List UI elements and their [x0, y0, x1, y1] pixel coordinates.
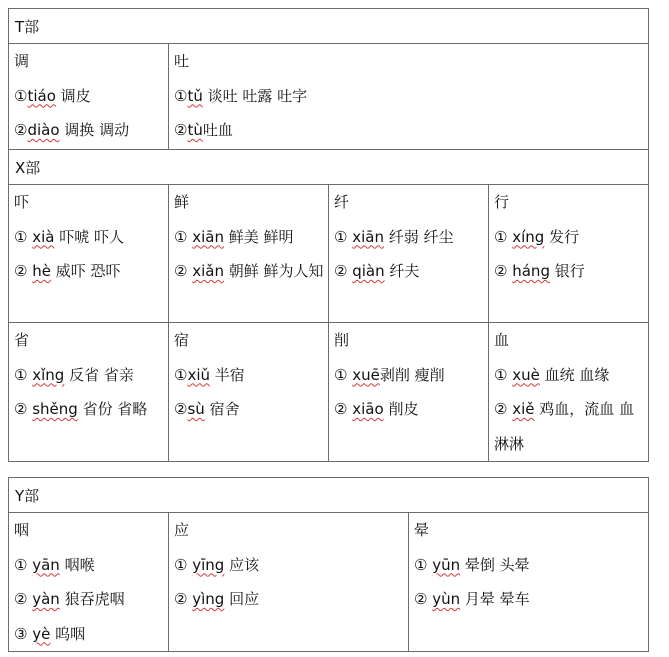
char-cell: [329, 185, 489, 323]
reading-text: 月晕 晕车: [464, 590, 530, 608]
reading-text: 血统 血缘: [544, 365, 610, 384]
reading-text: 反省 省亲: [69, 365, 134, 384]
polyphone-table-y: [8, 477, 649, 652]
reading-text: ①: [174, 227, 188, 246]
char-title: 晕: [414, 521, 430, 539]
char-cell: [489, 185, 649, 323]
reading-text: ②: [494, 400, 508, 418]
pinyin: qiàn: [352, 262, 385, 280]
char-row: [9, 513, 649, 652]
section-header-x: X部: [9, 150, 649, 185]
char-cell: [9, 513, 169, 652]
reading-text: ①: [334, 227, 348, 246]
char-row: [9, 185, 649, 323]
pinyin: xíng: [512, 227, 545, 246]
reading-text: 吐血: [202, 121, 233, 139]
reading-text: 银行: [554, 262, 585, 280]
section-header-row: [9, 9, 649, 44]
char-cell: [9, 323, 169, 462]
pinyin: xuè: [512, 365, 540, 384]
reading-text: 回应: [229, 590, 260, 608]
reading-text: 谈吐 吐露 吐字: [207, 86, 308, 105]
reading-text: 剥削 瘦削: [379, 365, 445, 384]
reading-text: ①: [334, 365, 348, 384]
char-cell: [489, 323, 649, 462]
reading-line: [174, 254, 328, 289]
reading-line: [174, 113, 648, 148]
reading-line: [174, 582, 408, 617]
reading-line: [174, 220, 328, 255]
reading-text: ②: [414, 590, 428, 608]
pinyin: tǔ: [187, 86, 203, 105]
reading-text: 纤弱 纤尘: [388, 227, 454, 246]
section-header-row: [9, 478, 649, 513]
reading-text: 半宿: [214, 365, 245, 384]
polyphone-table-tx: [8, 8, 649, 462]
reading-line: [334, 392, 488, 427]
char-title: 应: [174, 521, 190, 539]
reading-line: [14, 617, 168, 652]
reading-text: 晕倒 头晕: [464, 555, 530, 574]
char-title: 纤: [334, 193, 350, 211]
reading-text: ②: [14, 590, 28, 608]
pinyin: yìng: [192, 590, 225, 608]
reading-text: ①: [14, 86, 28, 105]
pinyin: xuē: [352, 365, 380, 384]
pinyin: xiāo: [352, 400, 384, 418]
reading-text: 削皮: [388, 400, 419, 418]
reading-line: [14, 582, 168, 617]
reading-text: ①: [494, 227, 508, 246]
pinyin: xiě: [512, 400, 535, 418]
reading-text: 威吓 恐吓: [55, 262, 121, 280]
pinyin: yùn: [432, 590, 461, 608]
reading-text: ②: [14, 121, 28, 139]
reading-line: [174, 358, 328, 393]
char-title: 调: [14, 52, 30, 70]
reading-line: [334, 358, 488, 393]
reading-text: ②: [174, 262, 188, 280]
char-cell: [169, 513, 409, 652]
reading-text: 应该: [229, 555, 260, 574]
reading-text: 调换 调动: [64, 121, 130, 139]
char-cell: [169, 185, 329, 323]
reading-line: [14, 358, 168, 393]
pinyin: xiǔ: [187, 365, 211, 384]
pinyin: xǐng: [32, 365, 65, 384]
pinyin: xiān: [192, 227, 224, 246]
char-title: 血: [494, 331, 510, 349]
char-cell: [9, 44, 169, 150]
char-title: 吓: [14, 193, 30, 211]
char-cell: [169, 44, 649, 150]
pinyin: tiáo: [27, 86, 56, 105]
reading-text: 吓唬 吓人: [59, 227, 125, 246]
reading-text: ①: [174, 555, 188, 574]
reading-line: [14, 113, 168, 148]
char-title: 吐: [174, 52, 190, 70]
reading-line: [494, 254, 648, 289]
reading-text: ②: [334, 262, 348, 280]
pinyin: xiān: [352, 227, 384, 246]
char-cell: [169, 323, 329, 462]
reading-line: [414, 582, 648, 617]
reading-line: [14, 254, 168, 289]
reading-text: 发行: [549, 227, 580, 246]
pinyin: sù: [187, 400, 205, 418]
reading-text: ②: [14, 400, 28, 418]
pinyin: xià: [32, 227, 55, 246]
reading-line: [174, 392, 328, 427]
pinyin: xiǎn: [192, 262, 224, 280]
char-row: [9, 44, 649, 150]
reading-line: [334, 254, 488, 289]
reading-text: ②: [174, 400, 188, 418]
section-header-y: Y部: [9, 478, 649, 513]
reading-text: ③: [14, 624, 28, 643]
pinyin: yūn: [432, 555, 461, 574]
reading-line: [14, 392, 168, 427]
pinyin: yān: [32, 555, 60, 574]
reading-line: [494, 220, 648, 255]
char-cell: [409, 513, 649, 652]
reading-text: 呜咽: [55, 624, 86, 643]
char-title: 削: [334, 331, 350, 349]
reading-text: ①: [174, 365, 188, 384]
pinyin: háng: [512, 262, 550, 280]
char-cell: [9, 185, 169, 323]
char-cell: [329, 323, 489, 462]
reading-line: [14, 548, 168, 583]
reading-text: ②: [174, 590, 188, 608]
reading-text: ①: [414, 555, 428, 574]
reading-text: 纤夫: [389, 262, 420, 280]
reading-text: ①: [14, 365, 28, 384]
char-title: 省: [14, 331, 30, 349]
reading-line: [334, 220, 488, 255]
char-title: 宿: [174, 331, 190, 349]
char-row: [9, 323, 649, 462]
reading-text: 鸡血，流血 血淋淋: [494, 400, 635, 453]
pinyin: yīng: [192, 555, 225, 574]
pinyin: yàn: [32, 590, 60, 608]
pinyin: hè: [32, 262, 51, 280]
pinyin: tù: [187, 121, 203, 139]
reading-text: 宿舍: [209, 400, 240, 418]
reading-text: ②: [334, 400, 348, 418]
reading-text: ②: [174, 121, 188, 139]
reading-text: 调皮: [60, 86, 91, 105]
reading-text: ①: [494, 365, 508, 384]
reading-text: ②: [494, 262, 508, 280]
reading-line: [14, 79, 168, 114]
char-title: 咽: [14, 521, 30, 539]
reading-line: [494, 392, 648, 461]
char-title: 行: [494, 193, 510, 211]
pinyin: yè: [32, 624, 51, 643]
section-header-row: [9, 150, 649, 185]
reading-text: 省份 省略: [82, 400, 148, 418]
char-title: 鲜: [174, 193, 190, 211]
reading-line: [174, 548, 408, 583]
reading-text: ②: [14, 262, 28, 280]
reading-text: 咽喉: [64, 555, 95, 574]
reading-text: ①: [14, 227, 28, 246]
reading-text: 鲜美 鲜明: [228, 227, 294, 246]
pinyin: shěng: [32, 400, 78, 418]
reading-text: ①: [14, 555, 28, 574]
reading-text: 狼吞虎咽: [64, 590, 125, 608]
reading-text: ①: [174, 86, 188, 105]
pinyin: diào: [27, 121, 60, 139]
reading-line: [414, 548, 648, 583]
reading-line: [174, 79, 648, 114]
section-header-t: T部: [9, 9, 649, 44]
reading-line: [494, 358, 648, 393]
reading-line: [14, 220, 168, 255]
reading-text: 朝鲜 鲜为人知: [228, 262, 324, 280]
